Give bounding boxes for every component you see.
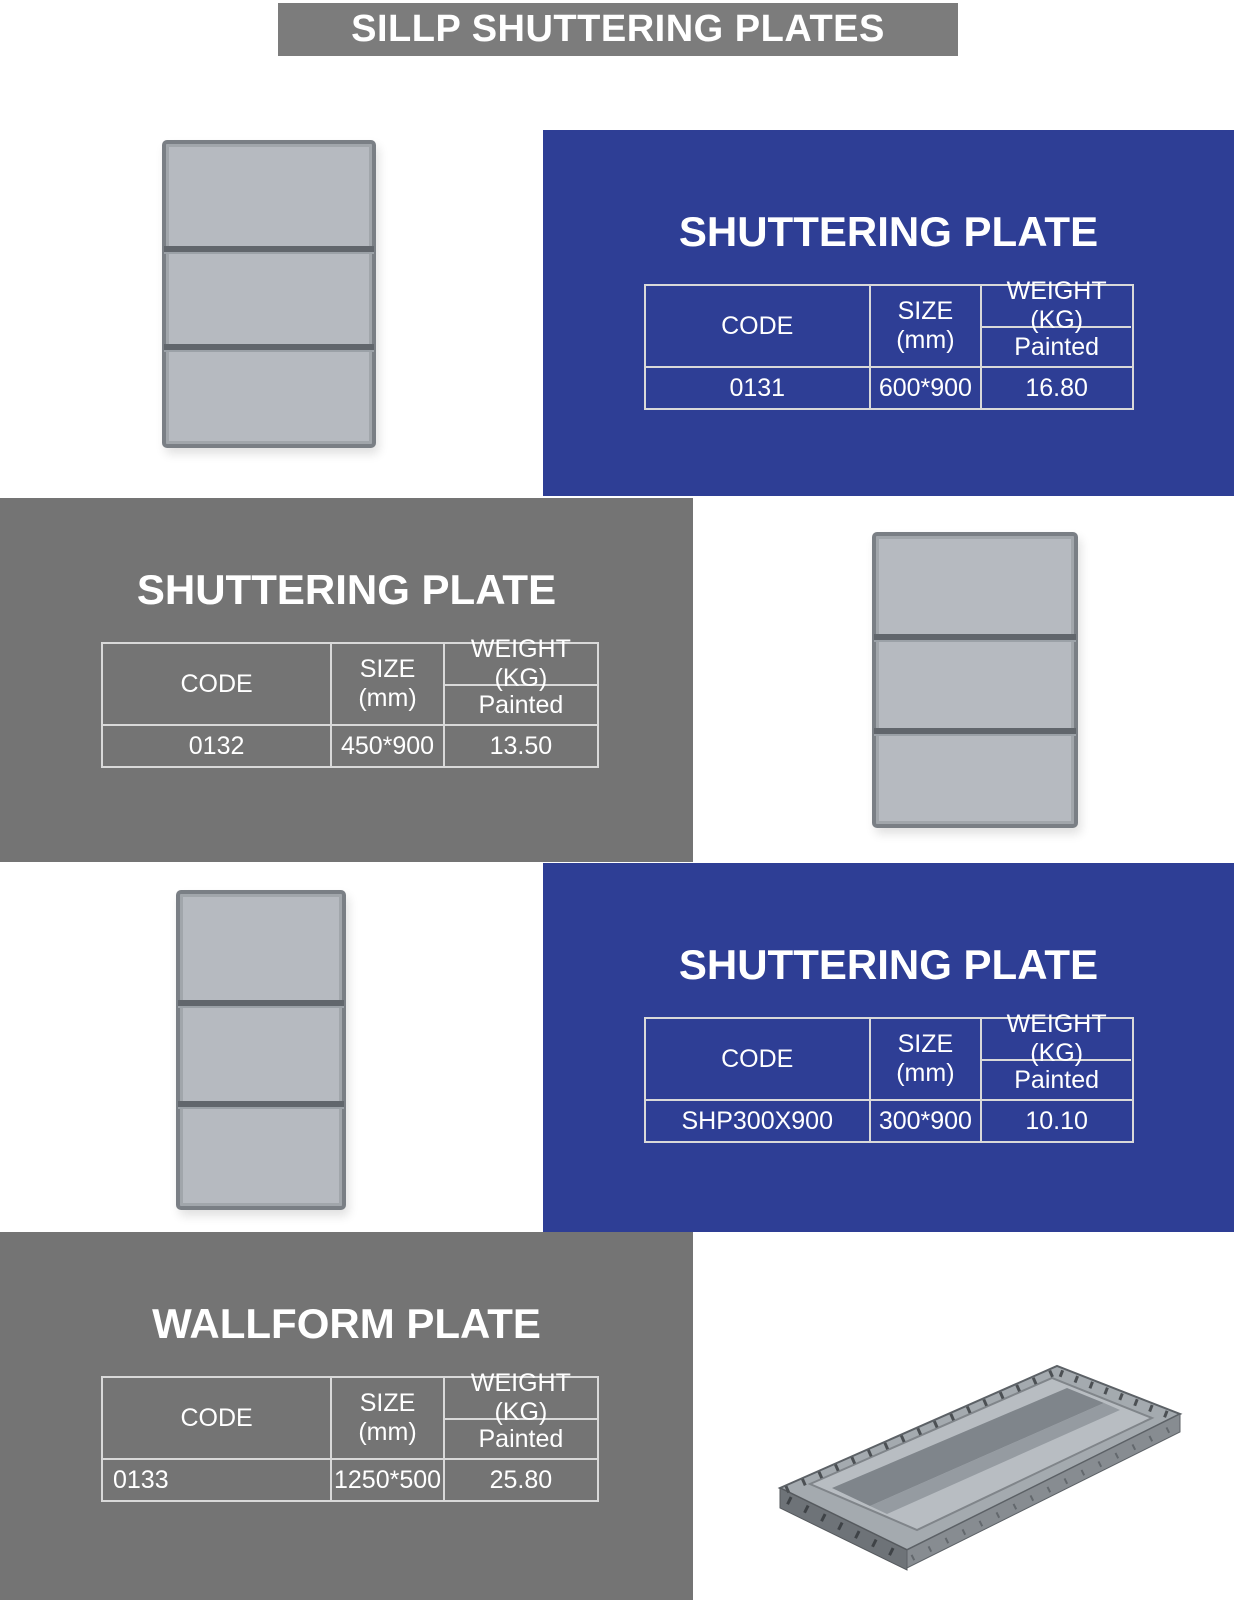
section-3-spec-table [644,1010,1134,1143]
shuttering-plate-450x900-photo [872,532,1078,828]
section-2-title: SHUTTERING PLATE [136,566,557,613]
size-header-cell [871,286,982,366]
size-value-cell: 600*900 [871,368,982,408]
weight-header-cell [445,635,597,724]
size-header-unit: (mm) [358,1418,417,1446]
weight-finish-label: Painted [478,690,564,719]
weight-header-label: WEIGHT (KG) [982,1019,1132,1061]
size-value-cell: 1250*500 [332,1460,445,1500]
table-data-row [103,724,597,766]
plate-seam [874,728,1076,736]
size-value-cell: 450*900 [332,726,445,766]
code-value-cell: SHP300X900 [646,1101,872,1141]
table-data-row [103,1458,597,1500]
table-header-row [646,277,1132,366]
weight-finish-label: Painted [1014,332,1100,361]
table-header-row [646,1010,1132,1099]
weight-header-label: WEIGHT (KG) [445,1378,597,1420]
code-header-cell: CODE [646,1019,872,1099]
wallform-plate-photo [752,1318,1202,1588]
size-header-label: SIZE [359,654,416,683]
code-value-cell: 0132 [103,726,332,766]
code-value-cell: 0131 [646,368,872,408]
weight-header-label: WEIGHT (KG) [982,286,1132,328]
size-header-cell [332,1378,445,1458]
plate-seam [164,344,374,352]
plate-seam [178,1101,344,1109]
section-4-spec-table [101,1369,599,1502]
section-2-panel [0,498,693,862]
size-header-label: SIZE [897,296,954,325]
weight-header-cell [982,277,1132,366]
size-header-label: SIZE [359,1388,416,1417]
weight-finish-label: Painted [1014,1065,1100,1094]
size-value-cell: 300*900 [871,1101,982,1141]
section-4-title: WALLFORM PLATE [152,1300,541,1347]
weight-value-cell: 10.10 [1025,1106,1088,1135]
table-header-row [103,635,597,724]
page-title-bar [278,3,958,56]
shuttering-plate-300x900-photo [176,890,346,1210]
plate-seam [164,246,374,254]
weight-finish-label: Painted [478,1424,564,1453]
shuttering-plate-600x900-photo [162,140,376,448]
size-header-unit: (mm) [896,1059,955,1087]
section-3-panel [543,863,1234,1232]
page-title: SILLP SHUTTERING PLATES [351,8,885,50]
size-header-cell [332,644,445,724]
code-header-cell: CODE [103,644,332,724]
plate-seam [874,634,1076,642]
table-data-row [646,1099,1132,1141]
section-3-title: SHUTTERING PLATE [678,941,1099,988]
size-header-cell [871,1019,982,1099]
section-1-panel [543,130,1234,496]
size-header-unit: (mm) [896,326,955,354]
plate-seam [178,1000,344,1008]
weight-value-cell: 25.80 [489,1465,553,1494]
weight-value-cell: 13.50 [489,731,553,760]
weight-header-label: WEIGHT (KG) [445,644,597,686]
section-4-panel [0,1232,693,1600]
code-value-cell: 0133 [103,1460,332,1500]
section-1-spec-table [644,277,1134,410]
code-header-cell: CODE [646,286,872,366]
size-header-unit: (mm) [358,684,417,712]
section-1-title: SHUTTERING PLATE [678,208,1099,255]
weight-header-cell [445,1369,597,1458]
section-2-spec-table [101,635,599,768]
table-header-row [103,1369,597,1458]
weight-value-cell: 16.80 [1025,373,1088,402]
size-header-label: SIZE [897,1029,954,1058]
weight-header-cell [982,1010,1132,1099]
code-header-cell: CODE [103,1378,332,1458]
table-data-row [646,366,1132,408]
